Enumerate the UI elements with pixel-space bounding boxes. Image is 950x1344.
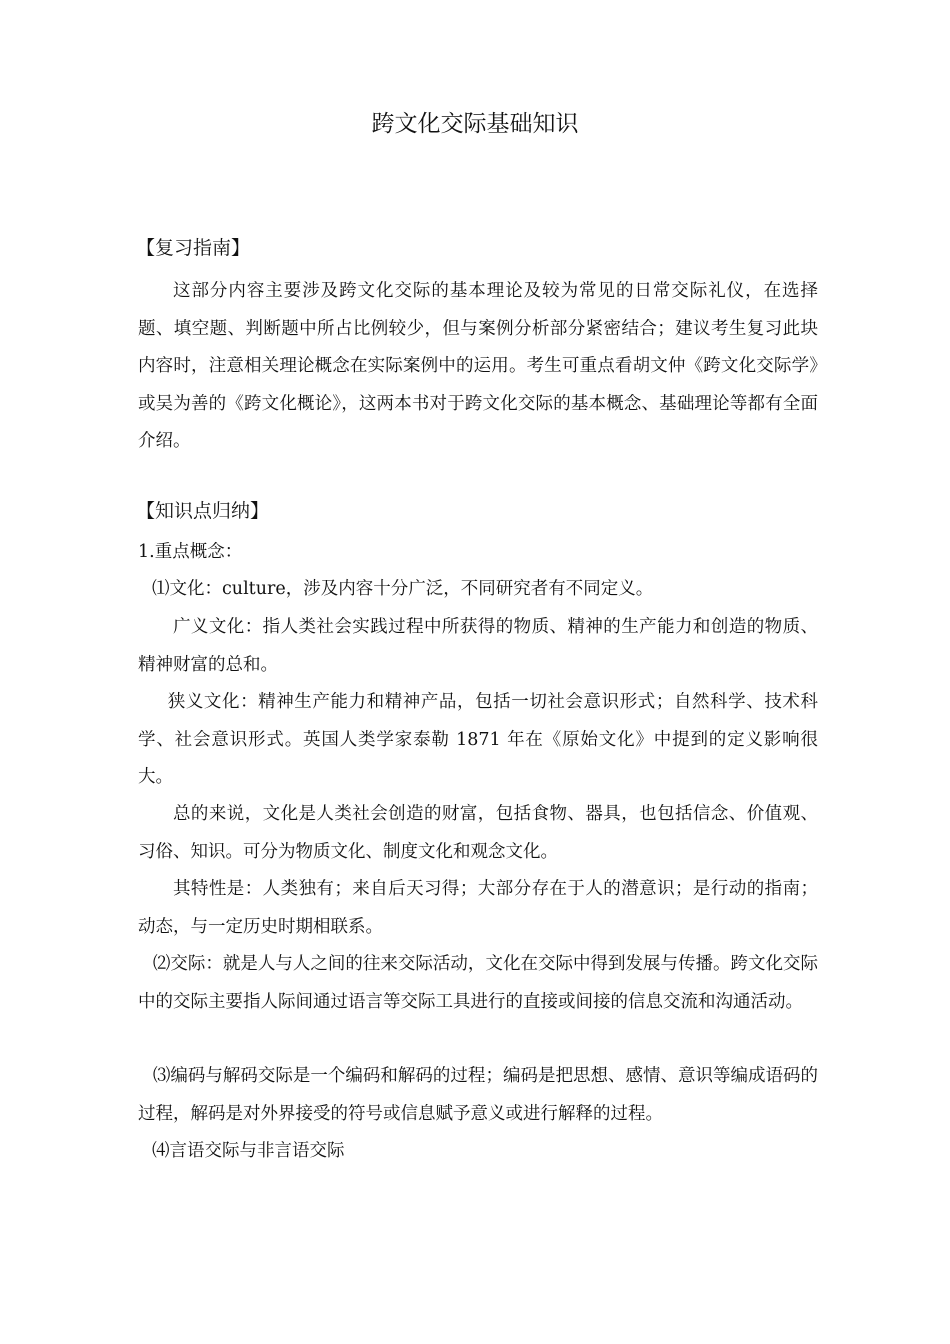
traits-paragraph: 其特性是：人类独有；来自后天习得；大部分存在于人的潜意识；是行动的指南；动态，与一定历史时期相联系。 [138,879,818,937]
item-4-verbal-nonverbal: ⑷言语交际与非言语交际 [152,1141,345,1161]
item-3-encoding-decoding: ⑶编码与解码交际是一个编码和解码的过程；编码是把思想、感情、意识等编成语码的过程，解码是对外界接受的符号或信息赋予意义或进行解释的过程。 [138,1066,818,1124]
section-1-label: 1.重点概念： [138,542,243,562]
guide-heading: 【复习指南】 [136,237,251,259]
narrow-culture-paragraph: 狭义文化：精神生产能力和精神产品，包括一切社会意识形式；自然科学、技术科学、社会意识形式。英国人类学家泰勒 1871 年在《原始文化》中提到的定义影响很大。 [138,692,818,787]
guide-paragraph: 这部分内容主要涉及跨文化交际的基本理论及较为常见的日常交际礼仪，在选择题、填空题、判断题中所占比例较少，但与案例分析部分紧密结合；建议考生复习此块内容时，注意相关理论概念在实际案例中的运用。考生可重点看胡文仲《跨文化交际学》或吴为善的《跨文化概论》，这两本书对于跨文化交际的基本概念、基础理论等都有全面介绍。 [138,281,818,451]
overall-paragraph: 总的来说，文化是人类社会创造的财富，包括食物、器具，也包括信念、价值观、习俗、知识。可分为物质文化、制度文化和观念文化。 [138,804,818,862]
item-1-culture: ⑴文化：culture，涉及内容十分广泛，不同研究者有不同定义。 [152,579,654,599]
summary-heading: 【知识点归纳】 [136,500,270,522]
broad-culture-paragraph: 广义文化：指人类社会实践过程中所获得的物质、精神的生产能力和创造的物质、精神财富的总和。 [138,617,818,675]
item-2-communication: ⑵交际：就是人与人之间的往来交际活动，文化在交际中得到发展与传播。跨文化交际中的交际主要指人际间通过语言等交际工具进行的直接或间接的信息交流和沟通活动。 [138,954,818,1012]
page-title: 跨文化交际基础知识 [371,111,579,137]
